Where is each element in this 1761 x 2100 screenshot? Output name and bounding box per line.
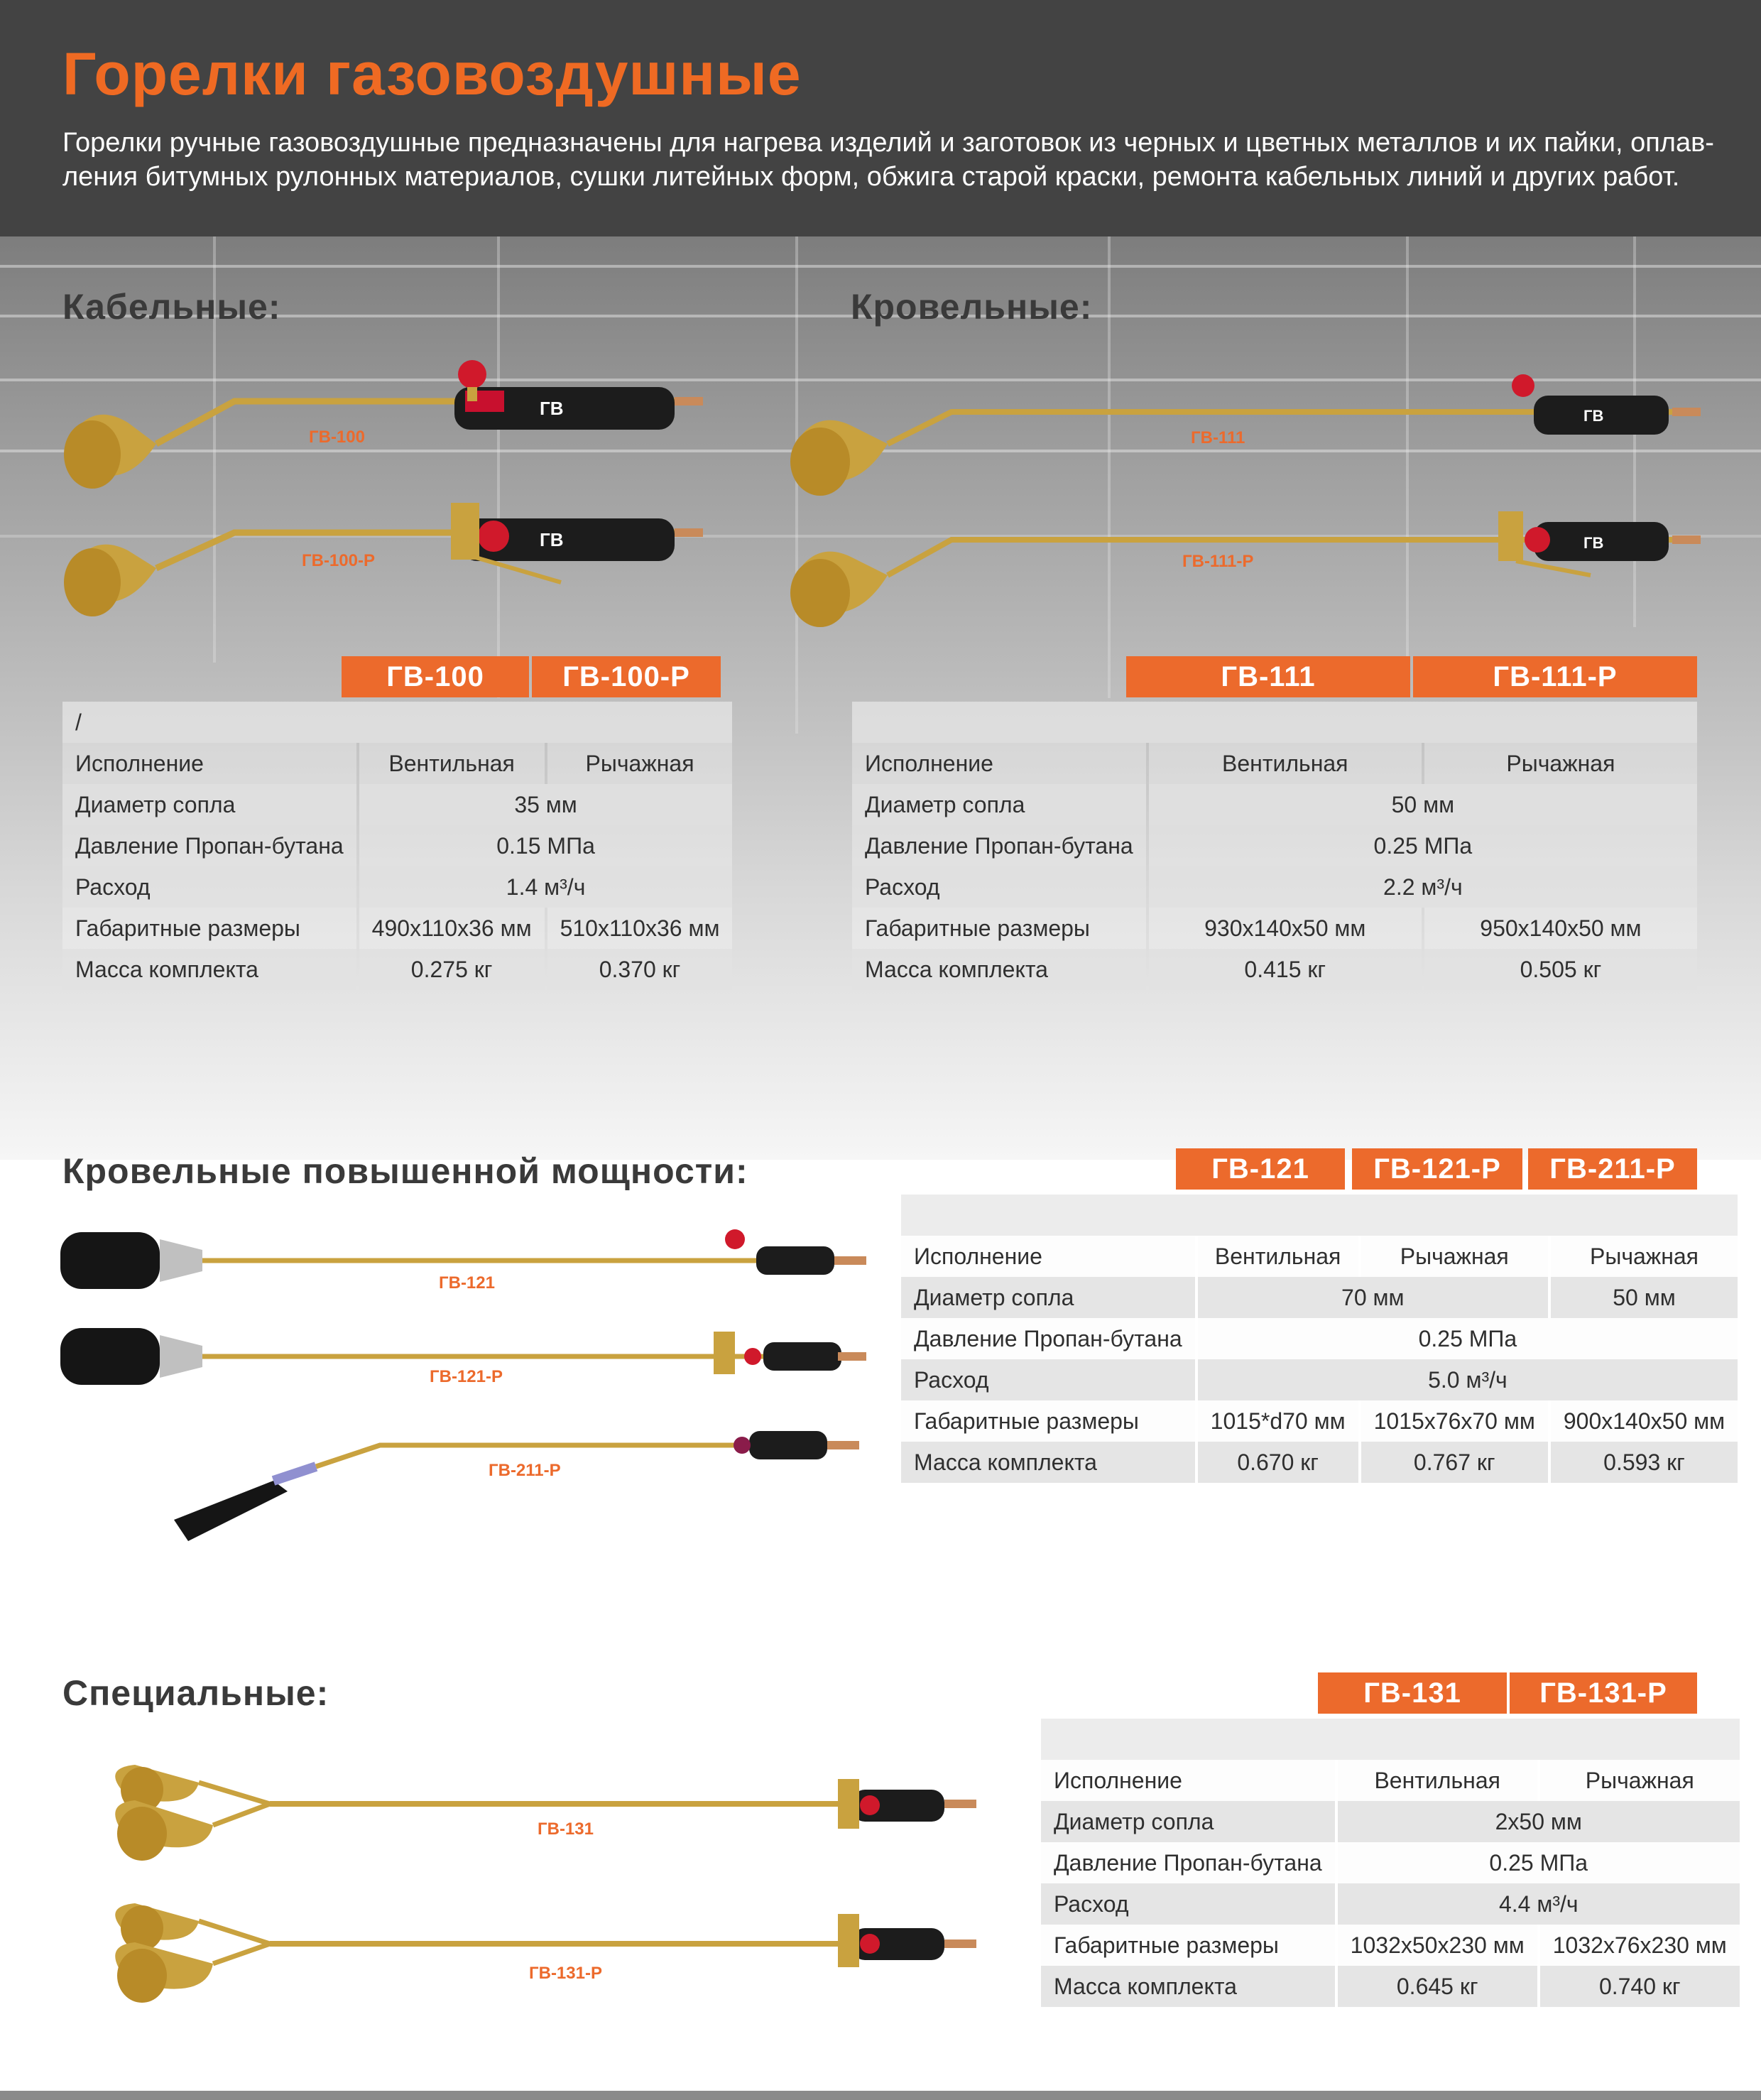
table-row [62, 743, 732, 784]
photo-label-gv111p: ГВ-111-Р [1182, 552, 1254, 571]
torch-gv100p-image [50, 490, 717, 646]
table-row [62, 949, 732, 990]
execution-value: Рычажная [1551, 1236, 1738, 1277]
table-row [1041, 1883, 1740, 1925]
nozzle-label: Диаметр сопла [852, 784, 1146, 825]
pressure-value: 0.15 МПа [359, 825, 733, 866]
model-tab-gv111: ГВ-111 [1126, 656, 1410, 697]
execution-value: Вентильная [1338, 1760, 1537, 1801]
table-row [901, 1359, 1738, 1400]
cable-spec-table [60, 702, 735, 990]
dimensions-value: 1032х76х230 мм [1540, 1925, 1740, 1966]
cable-section-title: Кабельные: [62, 287, 281, 327]
mass-value: 0.670 кг [1198, 1442, 1358, 1483]
pressure-label: Давление Пропан-бутана [852, 825, 1146, 866]
pressure-value: 0.25 МПа [1198, 1318, 1738, 1359]
nozzle-value: 35 мм [359, 784, 733, 825]
photo-label-gv100p: ГВ-100-Р [302, 551, 375, 570]
model-tab-gv131p: ГВ-131-Р [1510, 1672, 1697, 1714]
mass-value: 0.505 кг [1424, 949, 1697, 990]
dimensions-label: Габаритные размеры [1041, 1925, 1335, 1966]
special-spec-table [1038, 1719, 1743, 2007]
execution-value: Рычажная [1424, 743, 1697, 784]
pressure-label: Давление Пропан-бутана [1041, 1842, 1335, 1883]
pressure-label: Давление Пропан-бутана [901, 1318, 1195, 1359]
mass-value: 0.740 кг [1540, 1966, 1740, 2007]
nozzle-label: Диаметр сопла [901, 1277, 1195, 1318]
execution-label: Исполнение [62, 743, 356, 784]
table-row [62, 908, 732, 949]
execution-value: Вентильная [1198, 1236, 1358, 1277]
dimensions-value: 1015х76х70 мм [1361, 1400, 1548, 1442]
execution-label: Исполнение [852, 743, 1146, 784]
execution-value: Рычажная [1361, 1236, 1548, 1277]
special-section-title: Специальные: [62, 1673, 329, 1713]
mass-label: Масса комплекта [1041, 1966, 1335, 2007]
handle-logo: ГВ [540, 398, 564, 419]
execution-value: Рычажная [547, 743, 733, 784]
mass-label: Масса комплекта [901, 1442, 1195, 1483]
flow-label: Расход [1041, 1883, 1335, 1925]
photo-label-gv131: ГВ-131 [538, 1819, 594, 1839]
model-tab-gv121p: ГВ-121-Р [1352, 1148, 1522, 1190]
dimensions-label: Габаритные размеры [901, 1400, 1195, 1442]
execution-label: Исполнение [1041, 1760, 1335, 1801]
page-title: Горелки газовоздушные [62, 40, 802, 107]
nozzle-value: 2х50 мм [1338, 1801, 1740, 1842]
nozzle-label: Диаметр сопла [1041, 1801, 1335, 1842]
nozzle-label: Диаметр сопла [62, 784, 356, 825]
photo-label-gv211p: ГВ-211-Р [489, 1461, 561, 1480]
photo-label-gv100: ГВ-100 [309, 428, 365, 447]
execution-value: Вентильная [1149, 743, 1422, 784]
mass-value: 0.593 кг [1551, 1442, 1738, 1483]
mass-label: Масса комплекта [62, 949, 356, 990]
flow-value: 4.4 м³/ч [1338, 1883, 1740, 1925]
table-row [852, 784, 1697, 825]
intro-line-1: Горелки ручные газовоздушные предназначены для нагрева изделий и заготовок из черных и цветных металлов и их пайки, оплав- [62, 128, 1714, 158]
pressure-value: 0.25 МПа [1149, 825, 1697, 866]
torch-gv131-image [57, 1754, 1015, 1875]
roof-spec-table [849, 702, 1700, 990]
dimensions-value: 510х110х36 мм [547, 908, 733, 949]
pressure-label: Давление Пропан-бутана [62, 825, 356, 866]
dimensions-label: Габаритные размеры [62, 908, 356, 949]
model-tab-gv211p: ГВ-211-Р [1528, 1148, 1697, 1190]
svg-text:ГВ: ГВ [540, 529, 564, 550]
flow-value: 2.2 м³/ч [1149, 866, 1697, 908]
table-row [62, 784, 732, 825]
table-row [852, 743, 1697, 784]
table-row [1041, 1925, 1740, 1966]
intro-line-2: ления битумных рулонных материалов, сушки литейных форм, обжига старой краски, ремонта кабельных линий и других работ. [62, 162, 1680, 192]
dimensions-value: 490х110х36 мм [359, 908, 545, 949]
dimensions-value: 1015*d70 мм [1198, 1400, 1358, 1442]
mass-value: 0.275 кг [359, 949, 545, 990]
photo-label-gv121p: ГВ-121-Р [430, 1367, 503, 1386]
nozzle-value: 50 мм [1149, 784, 1697, 825]
power-section-title: Кровельные повышенной мощности: [62, 1151, 748, 1191]
bottom-divider [0, 2091, 1761, 2100]
execution-value: Вентильная [359, 743, 545, 784]
flow-label: Расход [852, 866, 1146, 908]
table-row [901, 1236, 1738, 1277]
table-row [901, 1277, 1738, 1318]
table-row [1041, 1760, 1740, 1801]
mass-label: Масса комплекта [852, 949, 1146, 990]
flow-value: 5.0 м³/ч [1198, 1359, 1738, 1400]
table-row [1041, 1966, 1740, 2007]
svg-text:ГВ: ГВ [1583, 407, 1604, 425]
torch-gv121p-image [60, 1321, 870, 1399]
dimensions-value: 900х140х50 мм [1551, 1400, 1738, 1442]
flow-label: Расход [901, 1359, 1195, 1400]
mass-value: 0.415 кг [1149, 949, 1422, 990]
dimensions-value: 950х140х50 мм [1424, 908, 1697, 949]
table-row [62, 825, 732, 866]
model-tab-gv111p: ГВ-111-Р [1413, 656, 1697, 697]
execution-label: Исполнение [901, 1236, 1195, 1277]
table-row [852, 866, 1697, 908]
table-row [1041, 1801, 1740, 1842]
table-row [852, 908, 1697, 949]
model-tab-gv100: ГВ-100 [342, 656, 529, 697]
model-tab-gv121: ГВ-121 [1176, 1148, 1345, 1190]
photo-label-gv121: ГВ-121 [439, 1273, 495, 1293]
table-row [1041, 1842, 1740, 1883]
dimensions-label: Габаритные размеры [852, 908, 1146, 949]
model-tab-gv100p: ГВ-100-Р [532, 656, 721, 697]
photo-label-gv111: ГВ-111 [1191, 428, 1245, 447]
photo-label-gv131p: ГВ-131-Р [529, 1964, 602, 1983]
flow-label: Расход [62, 866, 356, 908]
dimensions-value: 1032х50х230 мм [1338, 1925, 1537, 1966]
torch-gv131p-image [57, 1893, 1015, 2017]
torch-gv211p-image [167, 1420, 870, 1555]
model-tab-gv131: ГВ-131 [1318, 1672, 1507, 1714]
svg-text:ГВ: ГВ [1583, 534, 1604, 552]
nozzle-value: 70 мм [1198, 1277, 1548, 1318]
dimensions-value: 930х140х50 мм [1149, 908, 1422, 949]
table-row [62, 866, 732, 908]
mass-value: 0.370 кг [547, 949, 733, 990]
roof-section-title: Кровельные: [851, 287, 1093, 327]
mass-value: 0.645 кг [1338, 1966, 1537, 2007]
table-row [901, 1400, 1738, 1442]
torch-gv111p-image [781, 497, 1704, 646]
header-banner [0, 0, 1761, 236]
power-spec-table [898, 1195, 1740, 1483]
table-row [852, 825, 1697, 866]
table-row [901, 1318, 1738, 1359]
table-header-stub: / [62, 702, 732, 743]
pressure-value: 0.25 МПа [1338, 1842, 1740, 1883]
table-row [852, 949, 1697, 990]
nozzle-value: 50 мм [1551, 1277, 1738, 1318]
execution-value: Рычажная [1540, 1760, 1740, 1801]
flow-value: 1.4 м³/ч [359, 866, 733, 908]
table-row [901, 1442, 1738, 1483]
mass-value: 0.767 кг [1361, 1442, 1548, 1483]
